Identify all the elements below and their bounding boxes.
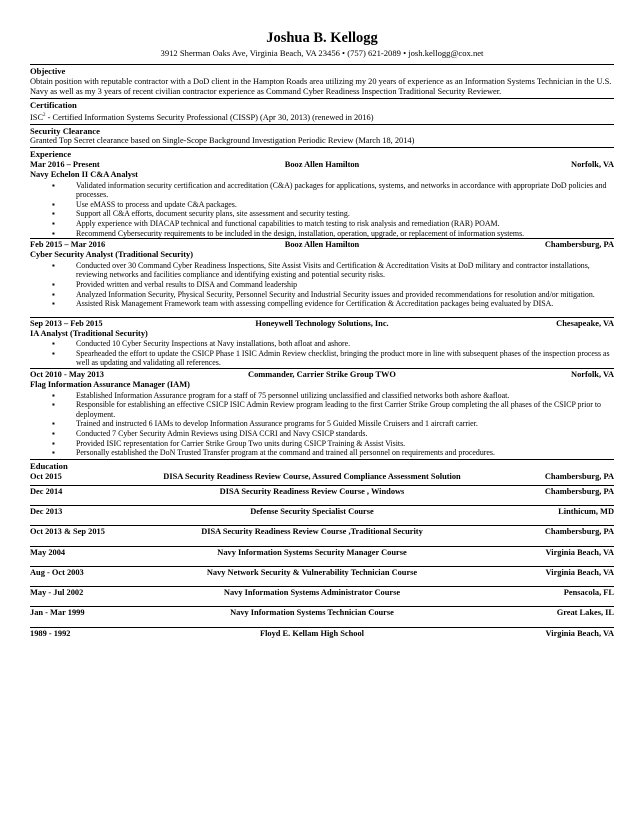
education-date: Oct 2013 & Sep 2015 [30, 527, 105, 537]
job-bullets [30, 339, 614, 368]
job-header-row [30, 319, 614, 329]
job-bullet: ▪ Use eMASS to process and update C&A packages. [76, 200, 614, 210]
job-bullet: ▪ Responsible for establishing an effective CSICP ISIC Admin Review program leading to the first Carrier Strike Group completing the all phases of the CSICP prior to deployment. [76, 400, 614, 419]
job-location: Norfolk, VA [571, 159, 614, 169]
job-header-row [30, 370, 614, 380]
job-title: Cyber Security Analyst (Traditional Security) [30, 250, 193, 260]
job-title: IA Analyst (Traditional Security) [30, 329, 148, 338]
education-row [30, 627, 614, 647]
education-location: Pensacola, FL [563, 588, 614, 598]
job-location: Norfolk, VA [571, 370, 614, 380]
education-location: Virginia Beach, VA [545, 567, 614, 577]
job-bullet: ▪ Conducted over 30 Command Cyber Readiness Inspections, Site Assist Visits and Certification & Accreditation Visits at DoD military and contractor installations, reviewing networks and facilities compliance and identifying existing and potential security risks. [76, 261, 614, 280]
certification-text [30, 111, 614, 123]
education-location: Virginia Beach, VA [545, 547, 614, 557]
job-bullet: ▪ Support all C&A efforts, document security plans, site assessment and security testing. [76, 209, 614, 219]
job-bullets [30, 261, 614, 309]
education-course: Navy Information Systems Technician Course [230, 608, 394, 618]
education-section [30, 459, 614, 647]
education-heading: Education [30, 460, 68, 471]
job-employer: Booz Allen Hamilton [284, 240, 360, 250]
education-location: Chambersburg, PA [544, 527, 614, 537]
spacer [30, 309, 614, 317]
education-date: 1989 - 1992 [30, 628, 71, 638]
cert-sup: 2 [43, 112, 46, 118]
education-location: Great Lakes, IL [556, 608, 614, 618]
job-bullet: ▪ Recommend Cybersecurity requirements to be included in the design, installation, operation, upgrade, or replacement of information systems. [76, 229, 614, 239]
education-row [30, 566, 614, 586]
job-bullet: ▪ Spearheaded the effort to update the CSICP Phase 1 ISIC Admin Review checklist, bringing the product more in line with subsequent phases of the inspection process as well as updating and validating all references. [76, 349, 614, 368]
certification-heading: Certification [30, 100, 77, 111]
education-date: May 2004 [30, 547, 66, 557]
education-row [30, 546, 614, 566]
job-bullet: ▪ Established Information Assurance program for a staff of 75 personnel utilizing unclassified and classified networks both ashore &afloat. [76, 391, 614, 401]
job-list [30, 160, 614, 458]
education-row [30, 586, 614, 606]
education-course: Navy Information Systems Security Manager Course [217, 547, 407, 557]
candidate-name: Joshua B. Kellogg [266, 30, 378, 46]
education-course: Defense Security Specialist Course [250, 506, 374, 516]
job-employer: Commander, Carrier Strike Group TWO [248, 370, 396, 380]
education-date: Jan - Mar 1999 [30, 608, 85, 618]
education-row [30, 505, 614, 525]
job-dates: Sep 2013 – Feb 2015 [30, 318, 103, 328]
job-entry [30, 238, 614, 317]
education-course: DISA Security Readiness Review Course, Assured Compliance Assessment Solution [163, 472, 461, 482]
job-bullet: ▪ Provided ISIC representation for Carrier Strike Group Two units during CSICP Training & Assist Visits. [76, 439, 614, 449]
education-row [30, 471, 614, 484]
education-date: Dec 2014 [30, 486, 63, 496]
job-bullet: ▪ Assisted Risk Management Framework team with assessing compelling evidence for Certification & Accreditation packages being evaluated by DISA. [76, 299, 614, 309]
job-bullets [30, 181, 614, 239]
job-location: Chambersburg, PA [544, 240, 614, 250]
education-location: Chambersburg, PA [544, 472, 614, 482]
experience-heading: Experience [30, 149, 72, 160]
job-employer: Honeywell Technology Solutions, Inc. [255, 318, 389, 328]
clearance-section [30, 124, 614, 148]
objective-section [30, 64, 614, 98]
job-dates: Oct 2010 - May 2013 [30, 370, 104, 380]
education-row [30, 525, 614, 545]
job-dates: Feb 2015 – Mar 2016 [30, 240, 106, 250]
job-bullet: ▪ Personally established the DoN Trusted Transfer program at the command and trained all personnel on requirements and procedures. [76, 448, 614, 458]
objective-text: Obtain position with reputable contractor with a DoD client in the Hampton Roads area utilizing my 20 years of experience as an Information Systems Technician in the U.S. Navy as well as my 3 years of recent civilian contractor experience as Command Cyber Readiness Inspection Traditional Security Reviewer. [30, 76, 612, 96]
job-bullet: ▪ Validated information security certification and accreditation (C&A) packages for applications, systems, and networks in accordance with appropriate DoD policies and processes. [76, 181, 614, 200]
job-dates: Mar 2016 – Present [30, 159, 100, 169]
job-entry [30, 317, 614, 368]
education-date: Oct 2015 [30, 472, 62, 482]
job-bullet: ▪ Analyzed Information Security, Physical Security, Personnel Security and Industrial Security issues and provided recommendations for resolution and/or mitigation. [76, 290, 614, 300]
education-list [30, 471, 614, 647]
job-header-row [30, 160, 614, 170]
job-title: Navy Echelon II C&A Analyst [30, 170, 138, 180]
education-course: Floyd E. Kellam High School [259, 628, 364, 638]
job-bullet: ▪ Conducted 7 Cyber Security Admin Reviews using DISA CCRI and Navy CSICP standards. [76, 429, 614, 439]
job-bullet: ▪ Apply experience with DIACAP technical and functional capabilities to match testing to risk analysis and remediation (RAR) POAM. [76, 219, 614, 229]
job-bullet: ▪ Trained and instructed 6 IAMs to develop Information Assurance programs for 5 Guided Missile Cruisers and 1 aircraft carrier. [76, 419, 614, 429]
education-date: Dec 2013 [30, 506, 63, 516]
clearance-text: Granted Top Secret clearance based on Single-Scope Background Investigation Periodic Review (March 18, 2014) [30, 136, 415, 146]
job-employer: Booz Allen Hamilton [284, 159, 360, 169]
experience-section [30, 147, 614, 458]
education-location: Chambersburg, PA [544, 486, 614, 496]
education-course: Navy Network Security & Vulnerability Technician Course [206, 567, 418, 577]
education-course: Navy Information Systems Administrator Course [223, 588, 401, 598]
job-location: Chesapeake, VA [556, 318, 614, 328]
job-title: Flag Information Assurance Manager (IAM) [30, 380, 190, 390]
education-location: Linthicum, MD [558, 506, 614, 516]
education-row [30, 485, 614, 505]
education-row [30, 606, 614, 626]
job-header-row [30, 240, 614, 250]
clearance-heading: Security Clearance [30, 125, 100, 136]
cert-prefix: ISC [30, 112, 44, 122]
job-bullets [30, 391, 614, 458]
job-entry [30, 160, 614, 238]
job-bullet: ▪ Provided written and verbal results to DISA and Command leadership [76, 280, 614, 290]
education-course: DISA Security Readiness Review Course , Windows [219, 486, 405, 496]
cert-detail: - Certified Information Systems Security Professional (CISSP) (Apr 30, 2013) (renewed in 2016) [45, 112, 374, 122]
education-location: Virginia Beach, VA [545, 628, 614, 638]
certification-section [30, 98, 614, 124]
contact-line: 3912 Sherman Oaks Ave, Virginia Beach, VA 23456 • (757) 621-2089 • josh.kellogg@cox.net [160, 48, 484, 58]
objective-heading: Objective [30, 66, 66, 76]
job-entry [30, 368, 614, 458]
education-date: May - Jul 2002 [30, 588, 84, 598]
job-bullet: ▪ Conducted 10 Cyber Security Inspections at Navy installations, both afloat and ashore. [76, 339, 614, 349]
education-course: DISA Security Readiness Review Course ,Traditional Security [201, 527, 423, 537]
education-date: Aug - Oct 2003 [30, 567, 84, 577]
